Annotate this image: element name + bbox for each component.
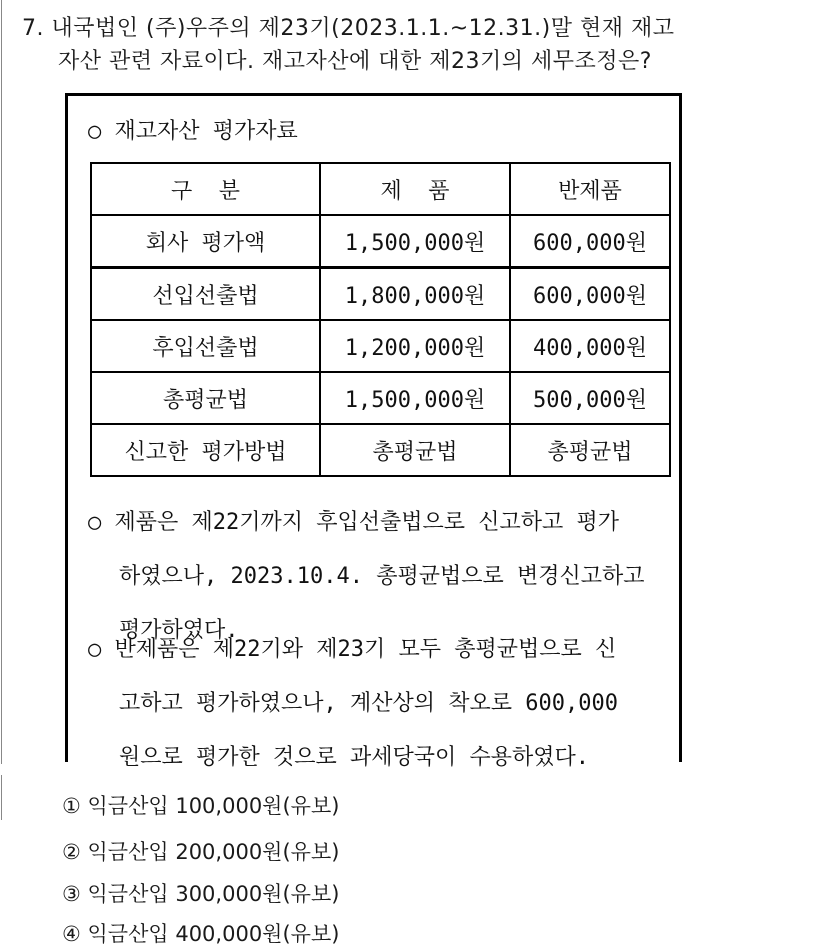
question-text-line2: 자산 관련 자료이다. 재고자산에 대한 제23기의 세무조정은? — [58, 49, 652, 74]
note-line: ○ 반제품은 제22기와 제23기 모두 총평균법으로 신 — [88, 637, 617, 662]
question-number: 7. — [22, 16, 44, 41]
row-label: 총평균법 — [91, 372, 320, 424]
table-row — [91, 268, 670, 321]
header-semi-product: 반제품 — [510, 163, 670, 215]
table-row — [91, 372, 670, 424]
note-line: 하였으나, 2023.10.4. 총평균법으로 변경신고하고 — [119, 564, 645, 589]
product-value: 1,500,000원 — [320, 215, 510, 268]
semi-product-value: 400,000원 — [510, 320, 670, 372]
product-value: 총평균법 — [320, 424, 510, 476]
inventory-table — [90, 162, 671, 477]
choice-2[interactable] — [62, 836, 339, 866]
left-margin-rule — [1, 775, 2, 820]
box-title: ○ 재고자산 평가자료 — [88, 119, 298, 144]
header-product: 제 품 — [320, 163, 510, 215]
choice-text: 익금산입 100,000원(유보) — [87, 794, 340, 818]
product-value: 1,200,000원 — [320, 320, 510, 372]
choice-marker: ① — [62, 794, 81, 818]
note-line: ○ 제품은 제22기까지 후입선출법으로 신고하고 평가 — [88, 510, 620, 535]
table-row — [91, 424, 670, 476]
semi-product-value: 600,000원 — [510, 268, 670, 321]
row-label: 회사 평가액 — [91, 215, 320, 268]
choice-marker: ② — [62, 840, 81, 864]
choice-text: 익금산입 300,000원(유보) — [87, 882, 340, 906]
note-line: 평가하였다. — [119, 618, 239, 643]
choice-marker: ③ — [62, 882, 81, 906]
product-value: 1,800,000원 — [320, 268, 510, 321]
question-text-line1: 내국법인 (주)우주의 제23기(2023.1.1.~12.31.)말 현재 재고 — [51, 16, 675, 41]
choice-text: 익금산입 400,000원(유보) — [87, 922, 340, 946]
table-row — [91, 320, 670, 372]
header-category: 구 분 — [91, 163, 320, 215]
note-line: 고하고 평가하였으나, 계산상의 착오로 600,000 — [119, 691, 618, 716]
row-label: 선입선출법 — [91, 268, 320, 321]
note-semi-product-block — [88, 623, 618, 785]
table-header-row — [91, 163, 670, 215]
choice-1[interactable] — [62, 790, 339, 820]
row-label: 신고한 평가방법 — [91, 424, 320, 476]
choice-4[interactable] — [62, 918, 339, 948]
left-margin-rule — [1, 0, 2, 764]
choice-text: 익금산입 200,000원(유보) — [87, 840, 340, 864]
product-value: 1,500,000원 — [320, 372, 510, 424]
semi-product-value: 600,000원 — [510, 215, 670, 268]
table-row — [91, 215, 670, 268]
semi-product-value: 총평균법 — [510, 424, 670, 476]
choice-3[interactable] — [62, 878, 339, 908]
note-line: 원으로 평가한 것으로 과세당국이 수용하였다. — [119, 745, 590, 770]
question-line-1 — [22, 11, 674, 42]
row-label: 후입선출법 — [91, 320, 320, 372]
choice-marker: ④ — [62, 922, 81, 946]
semi-product-value: 500,000원 — [510, 372, 670, 424]
